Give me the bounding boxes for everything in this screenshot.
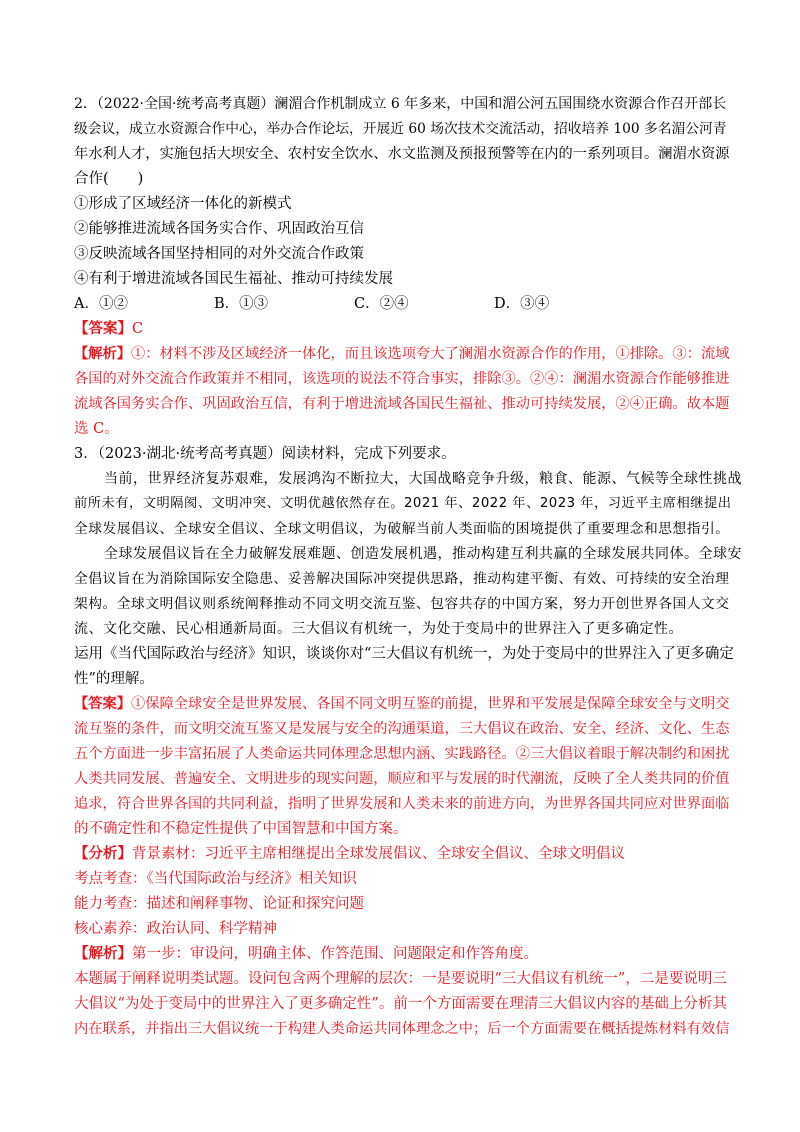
q3-answer-line-5: 追求，符合世界各国的共同利益，指明了世界发展和人类未来的前进方向，为世界各国共同应对世界面临 xyxy=(74,796,730,812)
option-d: D．③④ xyxy=(494,296,550,312)
analysis-tag: 【解析】 xyxy=(74,346,132,362)
q3-answer-line-6: 的不确定性和不稳定性提供了中国智慧和中国方案。 xyxy=(74,821,408,837)
q2-line-3: 年水利人才，实施包括大坝安全、农村安全饮水、水文监测及预报预警等在内的一系列项目。澜湄水资源 xyxy=(74,146,730,162)
q3-explain-line-3: 大倡议“为处于变局中的世界注入了更多确定性”。前一个方面需要在理清三大倡议内容的基础上分析其 xyxy=(74,996,727,1012)
q3-analysis-head xyxy=(74,844,734,864)
analysis-tag: 【分析】 xyxy=(74,845,132,862)
q2-line-4: 合作( ) xyxy=(74,171,144,187)
q3-passage-line-2: 前所未有，文明隔阂、文明冲突、文明优越依然存在。2021 年、2022 年、2023 年，习近平主席相继提出 xyxy=(74,496,732,511)
q3-passage-line-4: 全球发展倡议旨在全力破解发展难题、创造发展机遇，推动构建互利共赢的全球发展共同体。全球安 xyxy=(104,546,742,562)
q2-item-2: ②能够推进流域各国务实合作、巩固政治互信 xyxy=(74,221,364,237)
q2-analysis-line-3: 流域各国务实合作、巩固政治互信，有利于增进流域各国民生福祉、推动可持续发展，②④正确。故本题 xyxy=(74,396,730,412)
q2-line-1: 2．（2022·全国·统考高考真题）澜湄合作机制成立 6 年多来，中国和湄公河五国围绕水资源合作召开部长 xyxy=(74,96,727,112)
answer-value: C xyxy=(132,321,144,337)
analysis-text: 背景素材：习近平主席相继提出全球发展倡议、全球安全倡议、全球文明倡议 xyxy=(132,846,625,862)
q2-answer xyxy=(74,319,734,339)
q3-analysis-meta-3: 核心素养：政治认同、科学精神 xyxy=(74,921,277,937)
q3-passage-line-6: 架构。全球文明倡议则系统阐释推动不同文明交流互鉴、包容共存的中国方案，努力开创世界各国人文交 xyxy=(74,596,730,612)
q2-analysis-line-1 xyxy=(74,344,734,364)
option-c: C．②④ xyxy=(354,296,409,312)
q3-passage-line-5: 全倡议旨在为消除国际安全隐患、妥善解决国际冲突提供思路，推动构建平衡、有效、可持续的安全治理 xyxy=(74,571,730,587)
q3-explain-line-4: 内在联系，并指出三大倡议统一于构建人类命运共同体理念之中；后一个方面需要在概括提炼材料有效信 xyxy=(74,1021,730,1037)
q3-analysis-meta-1: 考点考查：《当代国际政治与经济》相关知识 xyxy=(74,871,357,887)
q2-analysis-line-4: 选 C。 xyxy=(74,421,119,437)
explain-text: 第一步：审设问，明确主体、作答范围、问题限定和作答角度。 xyxy=(132,946,538,962)
answer-tag: 【答案】 xyxy=(74,696,132,712)
q3-header: 3．（2023·湖北·统考高考真题）阅读材料，完成下列要求。 xyxy=(74,446,456,462)
q2-line-2: 级会议，成立水资源合作中心，举办合作论坛，开展近 60 场次技术交流活动，招收培养 100 多名湄公河青 xyxy=(74,121,727,137)
q2-item-1: ①形成了区域经济一体化的新模式 xyxy=(74,196,292,212)
q3-passage-line-3: 全球发展倡议、全球安全倡议、全球文明倡议，为破解当前人类面临的困境提供了重要理念和思想指引。 xyxy=(74,521,730,537)
answer-text: ①保障全球安全是世界发展、各国不同文明互鉴的前提，世界和平发展是保障全球安全与文明交 xyxy=(131,696,730,712)
q2-analysis-line-2: 各国的对外交流合作政策并不相同，该选项的说法不符合事实，排除③。②④：澜湄水资源合作能够推进 xyxy=(74,371,730,387)
q3-question-line-2: 性”的理解。 xyxy=(74,671,154,687)
option-b: B．①③ xyxy=(214,296,269,312)
q3-analysis-meta-2: 能力考查：描述和阐释事物、论证和探究问题 xyxy=(74,896,364,912)
option-a: A．①② xyxy=(74,296,128,312)
q3-answer-line-1 xyxy=(74,694,734,714)
q2-item-4: ④有利于增进流域各国民生福祉、推动可持续发展 xyxy=(74,271,393,287)
q2-item-3: ③反映流域各国坚持相同的对外交流合作政策 xyxy=(74,246,364,262)
q3-answer-line-3: 五个方面进一步丰富拓展了人类命运共同体理念思想内涵、实践路径。②三大倡议着眼于解决制约和困扰 xyxy=(74,746,730,762)
q3-passage-line-7: 流、文化交融、民心相通新局面。三大倡议有机统一，为处于变局中的世界注入了更多确定性。 xyxy=(74,621,683,637)
analysis-text: ①：材料不涉及区域经济一体化，而且该选项夸大了澜湄水资源合作的作用，①排除。③：流域 xyxy=(131,346,730,362)
answer-tag: 【答案】 xyxy=(74,320,132,337)
q3-answer-line-2: 流互鉴的条件，而文明交流互鉴又是发展与安全的沟通渠道，三大倡议在政治、安全、经济、文化、生态 xyxy=(74,721,730,737)
q3-passage-line-1: 当前，世界经济复苏艰难，发展鸿沟不断拉大，大国战略竞争升级，粮食、能源、气候等全球性挑战 xyxy=(104,471,742,487)
explain-tag: 【解析】 xyxy=(74,945,132,962)
q3-answer-line-4: 人类共同发展、普遍安全、文明进步的现实问题，顺应和平与发展的时代潮流，反映了全人类共同的价值 xyxy=(74,771,730,787)
q3-question-line-1: 运用《当代国际政治与经济》知识，谈谈你对“三大倡议有机统一，为处于变局中的世界注入了更多确定 xyxy=(74,646,734,662)
q3-explain-line-1 xyxy=(74,944,734,964)
q3-explain-line-2: 本题属于阐释说明类试题。设问包含两个理解的层次：一是要说明“三大倡议有机统一”，二是要说明三 xyxy=(74,971,727,987)
